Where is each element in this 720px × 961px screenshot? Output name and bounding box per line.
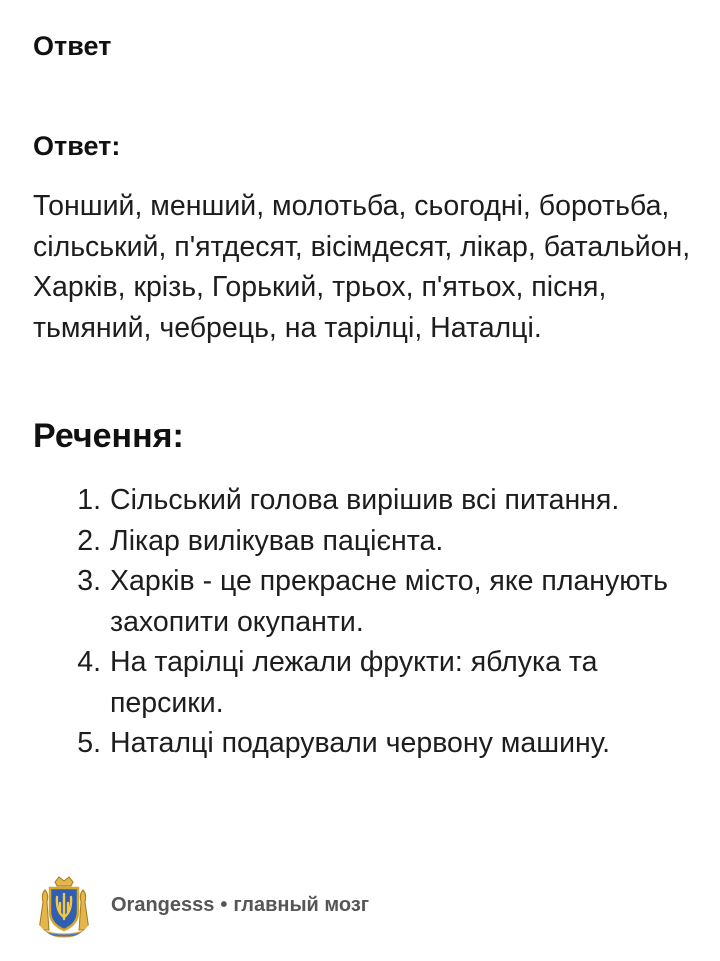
list-item-number: 1. bbox=[77, 484, 101, 516]
answer-text: Тонший, менший, молотьба, сьогодні, боротьба, сільський, п'ятдесят, вісімдесят, лікар, батальйон, Харків, крізь, Горький, трьох, п'ятьох, пісня, тьмяний, чебрець, на тарілці, Наталці. bbox=[33, 190, 691, 344]
author-line bbox=[111, 894, 369, 917]
list-item-text: Сільський голова вирішив всі питання. bbox=[110, 484, 620, 516]
list-item-number: 2. bbox=[77, 524, 101, 557]
list-item-text: Наталці подарували червону машину. bbox=[110, 727, 611, 759]
list-item bbox=[0, 642, 700, 723]
list-item-text: Харків - це прекрасне місто, яке планують захопити окупанти. bbox=[110, 565, 668, 638]
author-separator: • bbox=[220, 893, 228, 916]
ukraine-coat-of-arms-icon bbox=[33, 872, 95, 938]
list-item-text: На тарілці лежали фрукти: яблука та персики. bbox=[110, 646, 598, 719]
author-name[interactable]: Orangesss bbox=[111, 893, 215, 916]
author-rank: главный мозг bbox=[233, 893, 370, 916]
author-block bbox=[33, 872, 369, 938]
list-item-number: 3. bbox=[77, 565, 101, 597]
sentence-list bbox=[0, 480, 700, 764]
list-item bbox=[0, 723, 700, 764]
list-item bbox=[0, 561, 700, 642]
avatar[interactable] bbox=[33, 872, 95, 938]
list-item bbox=[0, 480, 700, 521]
sentences-heading: Речення: bbox=[33, 417, 184, 455]
page-title: Ответ bbox=[33, 31, 112, 61]
list-item bbox=[0, 521, 700, 562]
list-item-text: Лікар вилікував пацієнта. bbox=[110, 524, 444, 557]
answer-label: Ответ: bbox=[33, 131, 121, 161]
list-item-number: 4. bbox=[77, 646, 101, 678]
list-item-number: 5. bbox=[77, 727, 101, 759]
